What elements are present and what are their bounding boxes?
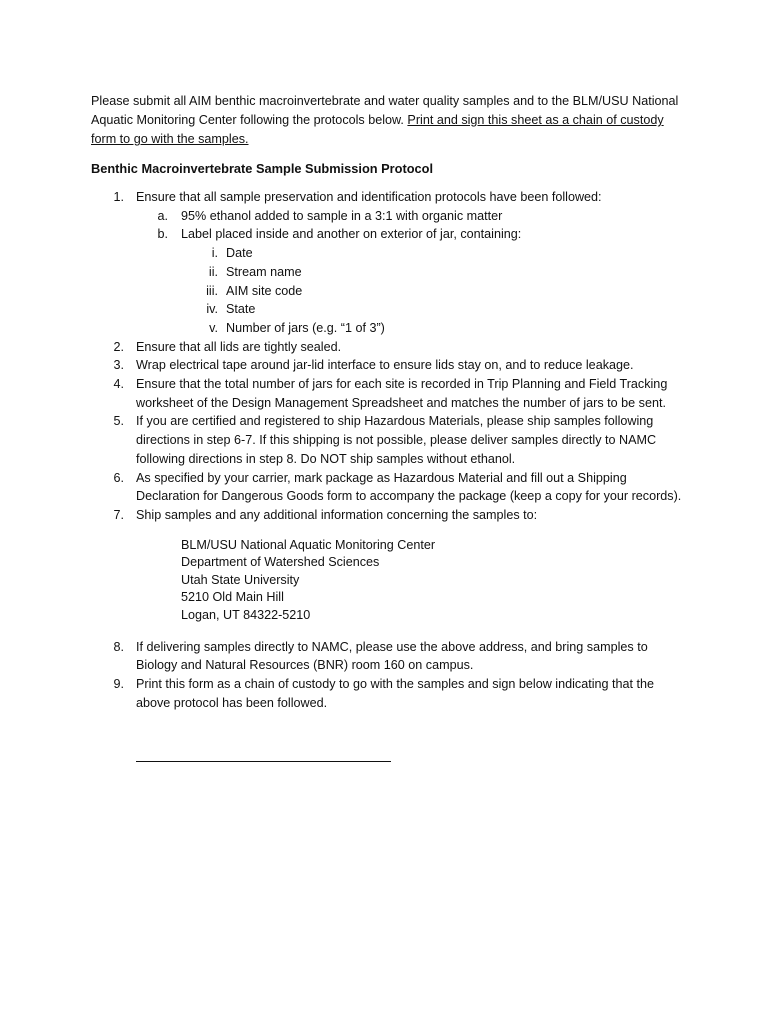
- address-line: 5210 Old Main Hill: [181, 590, 284, 605]
- step-1a: [91, 207, 691, 226]
- step-1b: [91, 225, 691, 244]
- intro-text: Please submit all AIM benthic macroinvertebrate and water quality samples and to the BLM/USU National Aquatic Monitoring Center following the protocols below.: [91, 94, 679, 127]
- step-1: [91, 188, 691, 207]
- intro-paragraph: [91, 92, 691, 149]
- step-6: [91, 469, 691, 506]
- step-text: Ship samples and any additional information concerning the samples to:: [136, 507, 538, 522]
- step-number: 2.: [113, 339, 124, 354]
- step-number: 9.: [113, 677, 124, 692]
- step-number: 7.: [113, 507, 124, 522]
- label-item-state: [91, 300, 691, 319]
- label-item-text: Number of jars (e.g. “1 of 3”): [226, 320, 385, 335]
- address-line: Department of Watershed Sciences: [181, 555, 380, 570]
- address-line: Utah State University: [181, 572, 300, 587]
- label-item-date: [91, 244, 691, 263]
- roman-marker: iv.: [206, 302, 218, 317]
- step-number: 6.: [113, 470, 124, 485]
- step-9: [91, 675, 691, 712]
- step-7: [91, 506, 691, 525]
- label-item-text: AIM site code: [226, 283, 303, 298]
- step-text: Wrap electrical tape around jar-lid interface to ensure lids stay on, and to reduce leakage.: [136, 358, 634, 373]
- protocol-heading: Benthic Macroinvertebrate Sample Submission Protocol: [91, 161, 434, 176]
- step-5: [91, 412, 691, 468]
- sub-step-text: Label placed inside and another on exterior of jar, containing:: [181, 227, 522, 242]
- step-text: Print this form as a chain of custody to go with the samples and sign below indicating that the above protocol has been followed.: [136, 677, 655, 710]
- step-number: 8.: [113, 639, 124, 654]
- shipping-address: [91, 537, 691, 625]
- label-item-text: Stream name: [226, 264, 302, 279]
- step-text: Ensure that all lids are tightly sealed.: [136, 339, 342, 354]
- address-line: Logan, UT 84322-5210: [181, 608, 311, 623]
- step-number: 3.: [113, 358, 124, 373]
- step-3: [91, 356, 691, 375]
- protocol-steps-list: [91, 188, 691, 712]
- sub-step-marker: a.: [157, 208, 168, 223]
- address-line: BLM/USU National Aquatic Monitoring Center: [181, 537, 436, 552]
- label-item-number-of-jars: [91, 319, 691, 338]
- step-text: If delivering samples directly to NAMC, please use the above address, and bring samples to Biology and Natural Resources (BNR) room 160 on campus.: [136, 639, 648, 673]
- label-item-text: Date: [226, 246, 253, 261]
- roman-marker: iii.: [206, 283, 218, 298]
- step-text: If you are certified and registered to ship Hazardous Materials, please ship samples following directions in step 6-7. If this shipping is not possible, please deliver samples directly to NAMC following directions in step 8. Do NOT ship samples without ethanol.: [136, 414, 657, 466]
- signature-line[interactable]: [136, 761, 391, 762]
- step-8: [91, 638, 691, 675]
- label-item-text: State: [226, 302, 256, 317]
- intro-instruction-underlined: Print and sign this sheet as a chain of custody form to go with the samples.: [91, 113, 664, 146]
- step-number: 5.: [113, 414, 124, 429]
- step-number: 1.: [113, 190, 124, 204]
- roman-marker: i.: [211, 246, 218, 261]
- label-item-stream-name: [91, 263, 691, 282]
- step-text: As specified by your carrier, mark package as Hazardous Material and fill out a Shipping Declaration for Dangerous Goods form to accompany the package (keep a copy for your records).: [136, 470, 682, 504]
- step-2: [91, 338, 691, 357]
- sub-step-text: 95% ethanol added to sample in a 3:1 with organic matter: [181, 208, 503, 223]
- label-item-site-code: [91, 282, 691, 301]
- sub-step-marker: b.: [157, 227, 168, 242]
- roman-marker: ii.: [208, 264, 218, 279]
- step-number: 4.: [113, 377, 124, 392]
- step-4: [91, 375, 691, 412]
- roman-marker: v.: [209, 320, 218, 335]
- step-text: Ensure that all sample preservation and identification protocols have been followed:: [136, 190, 602, 204]
- step-text: Ensure that the total number of jars for each site is recorded in Trip Planning and Field Tracking worksheet of the Design Management Spreadsheet and matches the number of jars to be sent.: [136, 377, 668, 410]
